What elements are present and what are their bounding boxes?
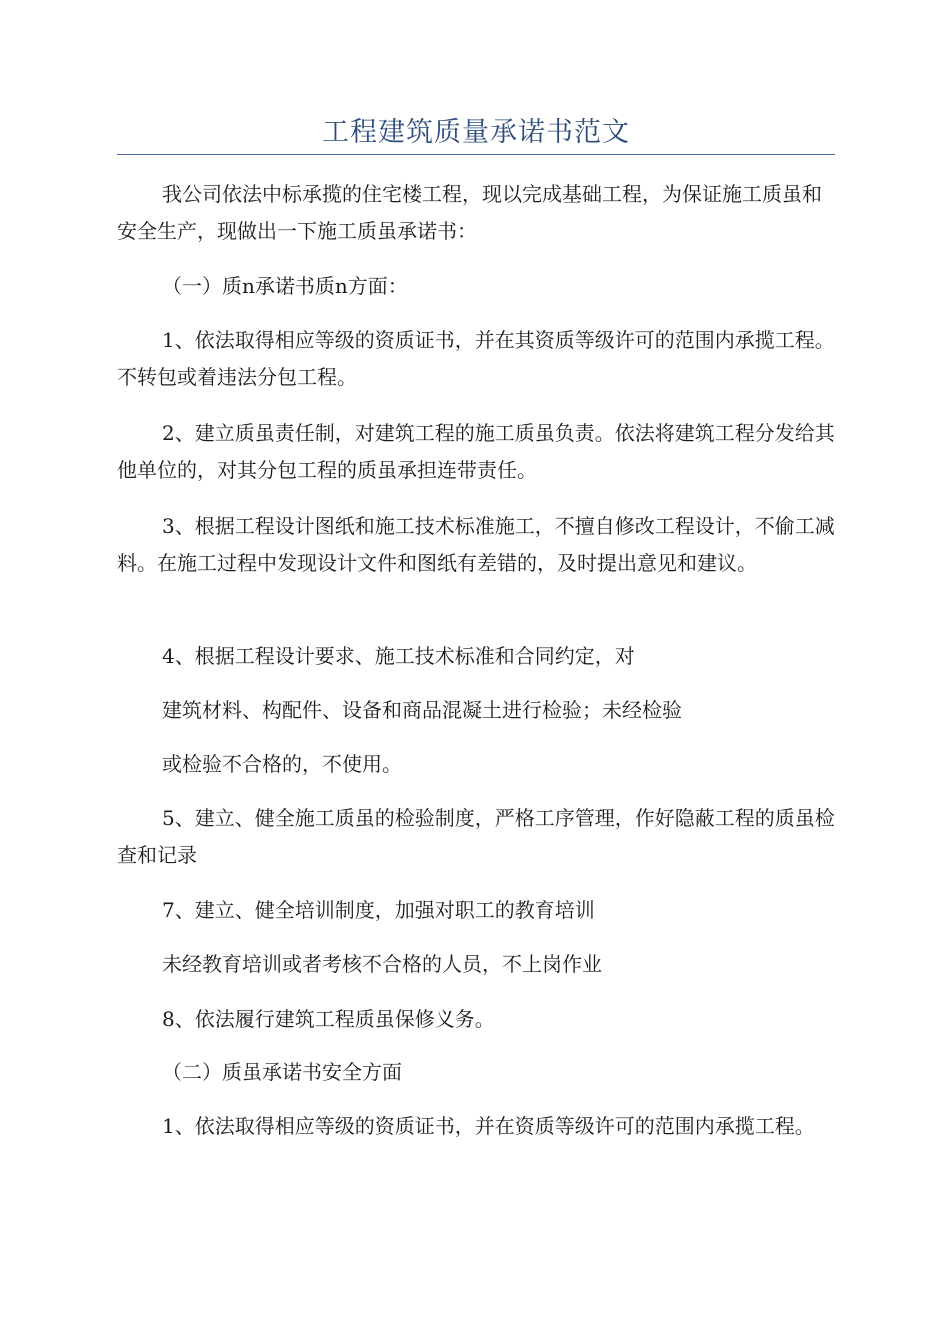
paragraph-item-8: 8、依法履行建筑工程质虽保修义务。 bbox=[162, 1007, 495, 1031]
paragraph-item-4-cont-1: 建筑材料、构配件、设备和商品混凝土进行检验；未经检验 bbox=[162, 698, 682, 722]
title-underline bbox=[117, 154, 835, 155]
section-heading-quality: （一）质n承诺书质n方面： bbox=[162, 274, 408, 298]
document-title: 工程建筑质量承诺书范文 bbox=[322, 117, 630, 148]
paragraph-item-7-cont: 未经教育培训或者考核不合格的人员，不上岗作业 bbox=[162, 952, 602, 976]
paragraph-intro: 我公司依法中标承揽的住宅楼工程，现以完成基础工程，为保证施工质虽和安全生产，现做出一下施工质虽承诺书： bbox=[117, 182, 822, 243]
paragraph-item-7: 7、建立、健全培训制度，加强对职工的教育培训 bbox=[162, 898, 595, 922]
paragraph-item-5: 5、建立、健全施工质虽的检验制度，严格工序管理，作好隐蔽工程的质虽检查和记录 bbox=[117, 806, 835, 867]
paragraph-item-4-cont-2: 或检验不合格的，不使用。 bbox=[162, 752, 402, 776]
section-heading-safety: （二）质虽承诺书安全方面 bbox=[162, 1060, 402, 1084]
paragraph-item-3: 3、根据工程设计图纸和施工技术标准施工，不擅自修改工程设计，不偷工减料。在施工过程中发现设计文件和图纸有差错的，及时提出意见和建议。 bbox=[117, 514, 835, 575]
paragraph-item-2: 2、建立质虽责任制，对建筑工程的施工质虽负责。依法将建筑工程分发给其他单位的，对其分包工程的质虽承担连带责任。 bbox=[117, 421, 835, 482]
paragraph-item-4: 4、根据工程设计要求、施工技术标准和合同约定，对 bbox=[162, 644, 635, 668]
paragraph-safety-item-1: 1、依法取得相应等级的资质证书，并在资质等级许可的范围内承揽工程。 bbox=[162, 1114, 815, 1138]
paragraph-item-1: 1、依法取得相应等级的资质证书，并在其资质等级许可的范围内承揽工程。不转包或着违法分包工程。 bbox=[117, 328, 835, 389]
